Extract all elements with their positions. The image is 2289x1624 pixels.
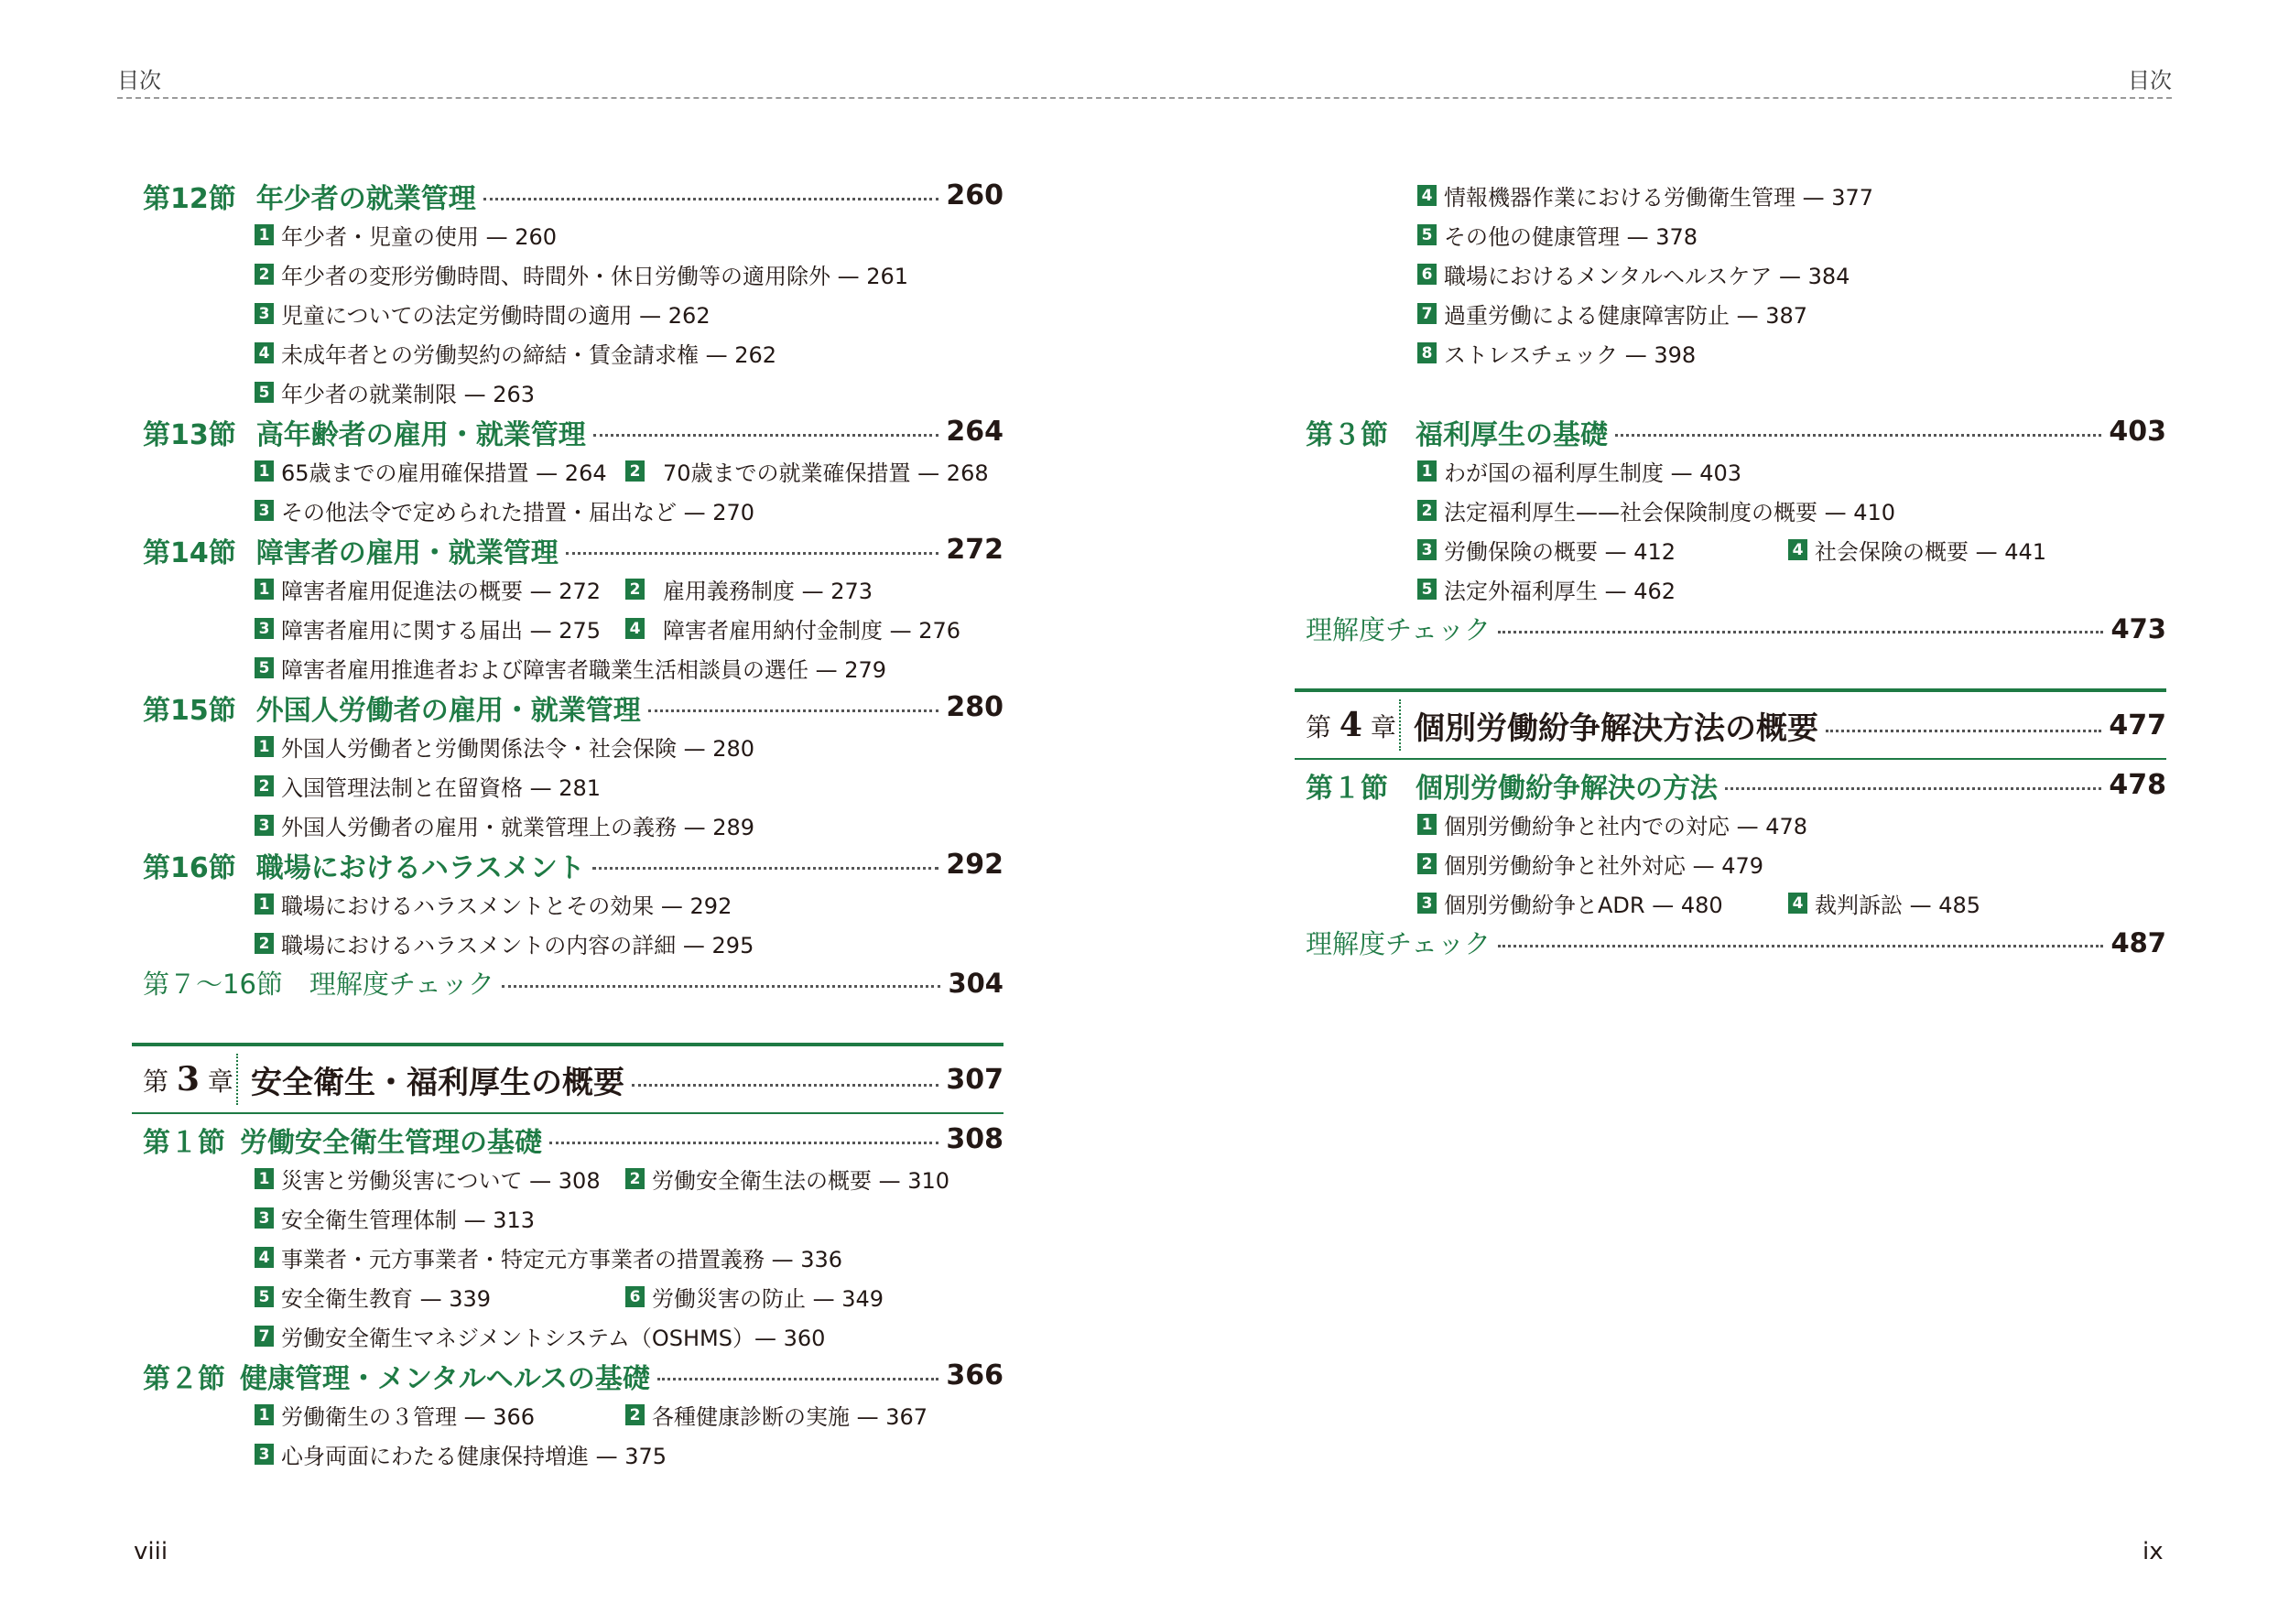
item-text: 安全衛生教育 — 339 <box>281 1286 492 1312</box>
item-text: 労働保険の概要 — 412 <box>1444 539 1676 565</box>
toc-item[interactable] <box>255 1163 625 1195</box>
item-text: 個別労働紛争と社外対応 — 479 <box>1444 853 1764 879</box>
toc-item[interactable] <box>143 766 1003 806</box>
toc-item[interactable] <box>255 573 625 605</box>
item-text: 障害者雇用推進者および障害者職業生活相談員の選任 — 279 <box>281 657 887 683</box>
item-text: 法定福利厚生——社会保険制度の概要 — 410 <box>1444 500 1896 525</box>
review-check-chapter-3[interactable] <box>1306 609 2166 648</box>
toc-item[interactable] <box>255 1399 625 1431</box>
toc-item[interactable] <box>1417 534 1788 566</box>
page-folio-right: ix <box>2143 1538 2164 1565</box>
toc-section-12[interactable] <box>143 176 1003 215</box>
number-badge: 1 <box>255 893 274 915</box>
number-badge: 1 <box>255 579 274 600</box>
toc-item[interactable] <box>1306 333 2166 373</box>
number-badge: 3 <box>255 618 274 639</box>
page-number: 292 <box>946 849 1003 881</box>
item-text: わが国の福利厚生制度 — 403 <box>1444 460 1742 486</box>
toc-item[interactable] <box>1306 254 2166 294</box>
toc-item[interactable] <box>1788 887 1980 919</box>
leader-dots <box>1615 434 2101 437</box>
number-badge: 1 <box>1417 814 1437 835</box>
leader-dots <box>657 1378 938 1380</box>
item-text: 心身両面にわたる健康保持増進 — 375 <box>281 1444 667 1469</box>
chapter-title: 個別労働紛争解決方法の概要 <box>1414 709 1818 747</box>
number-badge: 8 <box>1417 342 1437 363</box>
section-number: 第13節 <box>143 418 236 451</box>
item-text: 安全衛生管理体制 — 313 <box>281 1207 536 1233</box>
page-number: 366 <box>946 1359 1003 1391</box>
section-title: 職場におけるハラスメント <box>255 851 585 884</box>
leader-dots <box>1725 787 2101 790</box>
toc-item[interactable] <box>143 373 1003 412</box>
number-badge: 4 <box>1788 893 1807 914</box>
number-badge: 3 <box>255 1207 274 1229</box>
leader-dots <box>1826 730 2101 732</box>
toc-item[interactable] <box>143 215 1003 254</box>
toc-item[interactable] <box>143 491 1003 530</box>
toc-section-c3-3[interactable] <box>1306 412 2166 451</box>
toc-item[interactable] <box>255 1281 625 1313</box>
page-number: 487 <box>2110 926 2166 958</box>
item-text: 障害者雇用納付金制度 — 276 <box>663 618 961 644</box>
number-badge: 3 <box>1417 539 1437 560</box>
toc-item[interactable] <box>625 1163 949 1195</box>
toc-item[interactable] <box>143 1435 1003 1474</box>
toc-item[interactable] <box>255 612 625 644</box>
number-badge: 2 <box>255 775 274 796</box>
item-text: 65歳までの雇用確保措置 — 264 <box>281 460 607 486</box>
item-text: 入国管理法制と在留資格 — 281 <box>281 775 602 801</box>
item-text: 年少者の就業制限 — 263 <box>281 382 536 407</box>
toc-section-14[interactable] <box>143 530 1003 569</box>
item-text: 社会保険の概要 — 441 <box>1815 539 2047 565</box>
leader-dots <box>549 1142 938 1144</box>
toc-item[interactable] <box>143 884 1003 924</box>
page-number: 304 <box>948 967 1003 999</box>
section-number: 第16節 <box>143 851 236 884</box>
section-title: 高年齢者の雇用・就業管理 <box>255 418 586 451</box>
running-head-right: 目次 <box>2128 68 2172 93</box>
toc-section-15[interactable] <box>143 687 1003 727</box>
toc-section-c4-1[interactable] <box>1306 765 2166 805</box>
toc-item[interactable] <box>143 1316 1003 1356</box>
item-text: 個別労働紛争と社内での対応 — 478 <box>1444 814 1808 839</box>
toc-item[interactable] <box>143 727 1003 766</box>
section-number: 第12節 <box>143 182 236 215</box>
review-label: 理解度チェック <box>1306 928 1492 959</box>
item-text: その他法令で定められた措置・届出など — 270 <box>281 500 755 525</box>
item-text: 職場におけるメンタルヘルスケア — 384 <box>1444 264 1850 289</box>
leader-dots <box>566 552 939 555</box>
number-badge: 3 <box>255 1444 274 1465</box>
leader-dots <box>648 709 939 712</box>
item-text: 未成年者との労働契約の締結・賃金請求権 — 262 <box>281 342 777 368</box>
toc-item[interactable] <box>143 254 1003 294</box>
toc-section-13[interactable] <box>143 412 1003 451</box>
number-badge: 5 <box>1417 224 1437 245</box>
item-text: 労働衛生の３管理 — 366 <box>281 1404 536 1430</box>
toc-item[interactable] <box>1306 215 2166 254</box>
page-number: 272 <box>946 534 1003 566</box>
chapter-3-heading[interactable] <box>132 1043 1003 1114</box>
toc-item[interactable] <box>143 806 1003 845</box>
toc-right-column <box>1306 176 2166 962</box>
item-text: 外国人労働者と労働関係法令・社会保険 — 280 <box>281 736 755 762</box>
toc-item[interactable] <box>1306 294 2166 333</box>
section-number: 第１節 <box>143 1126 225 1159</box>
number-badge: 7 <box>255 1326 274 1347</box>
toc-item[interactable] <box>625 1399 928 1431</box>
item-text: 労働安全衛生法の概要 — 310 <box>652 1168 950 1194</box>
chapter-number: 第 3 章 <box>143 1060 233 1099</box>
page-number: 478 <box>2109 769 2166 801</box>
number-badge: 1 <box>255 1404 274 1425</box>
toc-item[interactable] <box>143 294 1003 333</box>
toc-item[interactable] <box>1417 887 1788 919</box>
toc-item[interactable] <box>625 573 873 605</box>
page-number: 308 <box>946 1123 1003 1155</box>
item-text: 労働災害の防止 — 349 <box>652 1286 884 1312</box>
leader-dots <box>632 1084 938 1087</box>
review-check-chapter-4[interactable] <box>1306 923 2166 962</box>
leader-dots <box>592 867 939 870</box>
number-badge: 6 <box>1417 264 1437 285</box>
item-text: 障害者雇用に関する届出 — 275 <box>281 618 602 644</box>
number-badge: 1 <box>1417 460 1437 482</box>
review-check-7-16[interactable] <box>143 963 1003 1002</box>
toc-item[interactable] <box>143 333 1003 373</box>
toc-item[interactable] <box>143 924 1003 963</box>
toc-item[interactable] <box>1306 451 2166 491</box>
item-text: 職場におけるハラスメントの内容の詳細 — 295 <box>281 933 754 958</box>
number-badge: 5 <box>255 1286 274 1307</box>
number-badge: 2 <box>255 264 274 285</box>
number-badge: 6 <box>625 1286 645 1307</box>
number-badge: 5 <box>255 382 274 403</box>
item-text: 情報機器作業における労働衛生管理 — 377 <box>1444 185 1874 211</box>
page-folio-left: viii <box>134 1538 168 1565</box>
number-badge: 4 <box>255 342 274 363</box>
number-badge: 3 <box>255 815 274 836</box>
number-badge: 2 <box>625 1404 645 1425</box>
item-text: ストレスチェック — 398 <box>1444 342 1697 368</box>
running-head-left: 目次 <box>117 68 161 93</box>
item-text: 児童についての法定労働時間の適用 — 262 <box>281 303 711 329</box>
review-label: 第７〜16節 理解度チェック <box>143 969 495 1000</box>
section-number: 第２節 <box>143 1362 225 1395</box>
toc-item[interactable] <box>1306 491 2166 530</box>
toc-item[interactable] <box>143 648 1003 687</box>
number-badge: 1 <box>255 224 274 245</box>
number-badge: 2 <box>1417 500 1437 521</box>
item-text: 裁判訴訟 — 485 <box>1815 893 1981 918</box>
toc-section-c3-2[interactable] <box>143 1356 1003 1395</box>
number-badge: 2 <box>1417 853 1437 874</box>
number-badge: 1 <box>255 1168 274 1189</box>
toc-item[interactable] <box>1306 805 2166 844</box>
section-title: 労働安全衛生管理の基礎 <box>240 1126 542 1159</box>
section-number: 第15節 <box>143 694 236 727</box>
toc-section-16[interactable] <box>143 845 1003 884</box>
section-number: 第14節 <box>143 536 236 569</box>
number-badge: 3 <box>1417 893 1437 914</box>
page-number: 477 <box>2109 709 2166 742</box>
item-text: 年少者・児童の使用 — 260 <box>281 224 558 250</box>
leader-dots <box>502 985 940 988</box>
item-text: 障害者雇用促進法の概要 — 272 <box>281 579 602 604</box>
toc-item[interactable] <box>143 1198 1003 1238</box>
leader-dots <box>593 434 939 437</box>
item-text: 法定外福利厚生 — 462 <box>1444 579 1676 604</box>
toc-item[interactable] <box>625 455 989 487</box>
section-title: 障害者の雇用・就業管理 <box>255 536 559 569</box>
number-badge: 2 <box>255 933 274 954</box>
item-text: 過重労働による健康障害防止 — 387 <box>1444 303 1808 329</box>
toc-item[interactable] <box>1306 844 2166 883</box>
number-badge: 3 <box>255 500 274 521</box>
item-text: 外国人労働者の雇用・就業管理上の義務 — 289 <box>281 815 755 840</box>
item-text: 職場におけるハラスメントとその効果 — 292 <box>281 893 732 919</box>
number-badge: 4 <box>255 1247 274 1268</box>
review-label: 理解度チェック <box>1306 614 1492 645</box>
number-badge: 2 <box>625 1168 645 1189</box>
page-number: 307 <box>946 1063 1003 1096</box>
chapter-divider <box>236 1054 238 1105</box>
item-text: 各種健康診断の実施 — 367 <box>652 1404 928 1430</box>
toc-item[interactable] <box>1788 534 2046 566</box>
item-text: 70歳までの就業確保措置 — 268 <box>663 460 989 486</box>
number-badge: 7 <box>1417 303 1437 324</box>
toc-left-column <box>143 176 1003 1474</box>
item-text: 個別労働紛争とADR — 480 <box>1444 893 1723 918</box>
number-badge: 5 <box>255 657 274 678</box>
chapter-4-heading[interactable] <box>1295 688 2166 760</box>
section-number: 第１節 <box>1306 772 1388 805</box>
toc-item[interactable] <box>255 455 625 487</box>
page-number: 264 <box>946 416 1003 448</box>
number-badge: 2 <box>625 460 645 482</box>
header-divider <box>117 97 2172 99</box>
item-text: 雇用義務制度 — 273 <box>663 579 873 604</box>
page-number: 473 <box>2110 612 2166 644</box>
page-number: 260 <box>946 179 1003 211</box>
leader-dots <box>483 198 939 200</box>
number-badge: 4 <box>625 618 645 639</box>
section-title: 外国人労働者の雇用・就業管理 <box>255 694 641 727</box>
number-badge: 1 <box>255 460 274 482</box>
number-badge: 3 <box>255 303 274 324</box>
section-number: 第３節 <box>1306 418 1388 451</box>
section-title: 年少者の就業管理 <box>255 182 476 215</box>
toc-item[interactable] <box>143 1238 1003 1277</box>
number-badge: 2 <box>625 579 645 600</box>
section-title: 健康管理・メンタルヘルスの基礎 <box>240 1362 650 1395</box>
section-title: 福利厚生の基礎 <box>1416 418 1608 451</box>
chapter-title: 安全衛生・福利厚生の概要 <box>251 1064 624 1101</box>
toc-item[interactable] <box>1306 176 2166 215</box>
toc-item[interactable] <box>1306 569 2166 609</box>
chapter-divider <box>1399 699 1401 751</box>
toc-section-c3-1[interactable] <box>143 1120 1003 1159</box>
toc-item[interactable] <box>625 612 960 644</box>
number-badge: 1 <box>255 736 274 757</box>
page-number: 403 <box>2109 416 2166 448</box>
item-text: 労働安全衛生マネジメントシステム（OSHMS）— 360 <box>281 1326 826 1351</box>
toc-item[interactable] <box>625 1281 884 1313</box>
leader-dots <box>1498 631 2103 633</box>
item-text: 年少者の変形労働時間、時間外・休日労働等の適用除外 — 261 <box>281 264 909 289</box>
item-text: 事業者・元方事業者・特定元方事業者の措置義務 — 336 <box>281 1247 843 1272</box>
chapter-number: 第 4 章 <box>1306 706 1396 744</box>
number-badge: 4 <box>1788 539 1807 560</box>
item-text: 災害と労働災害について — 308 <box>281 1168 601 1194</box>
item-text: その他の健康管理 — 378 <box>1444 224 1698 250</box>
leader-dots <box>1498 945 2103 947</box>
number-badge: 5 <box>1417 579 1437 600</box>
number-badge: 4 <box>1417 185 1437 206</box>
page-number: 280 <box>946 691 1003 723</box>
section-title: 個別労働紛争解決の方法 <box>1416 772 1718 805</box>
